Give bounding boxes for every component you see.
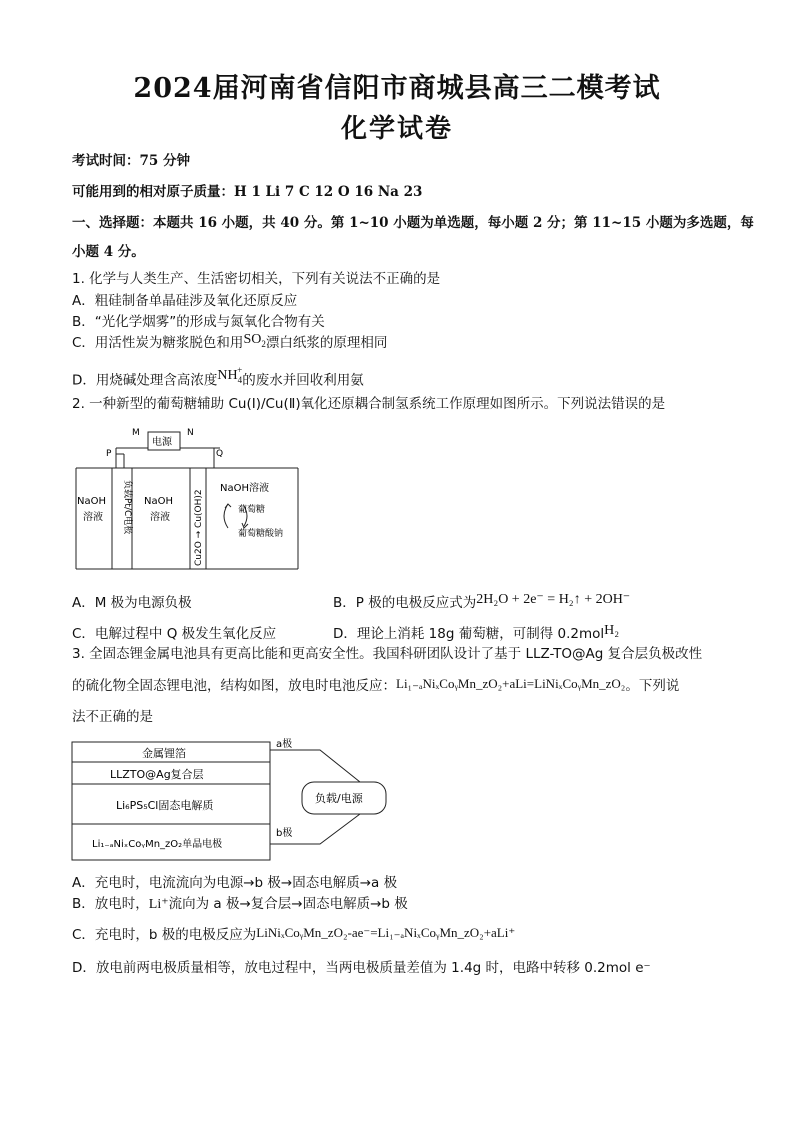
q2-option-d: D．理论上消耗 18g 葡萄糖，可制得 0.2molH₂ — [333, 623, 620, 642]
q2-stem: 2. 一种新型的葡萄糖辅助 Cu(Ⅰ)/Cu(Ⅱ)氧化还原耦合制氢系统工作原理如图所示。下列说法错误的是 — [72, 396, 666, 412]
section-instructions-cont: 小题 4 分。 — [72, 244, 145, 260]
q1-option-d: D．用烧碱处理含高浓度$NH_4^+$的废水并回收利用氨 — [72, 365, 364, 389]
exam-title: 2024届河南省信阳市商城县高三二模考试 — [133, 73, 661, 104]
q3-reaction-formula: Li₁₋ₐNiₓCoᵧMn_zO₂+aLi=LiNiₓCoᵧMn_zO₂ — [396, 676, 626, 691]
copper-electrode-label: Cu2O → Cu(OH)2 — [194, 489, 204, 566]
q3-b-ion: Li⁺ — [148, 897, 169, 912]
exam-subtitle: 化学试卷 — [340, 114, 453, 144]
layer-single-crystal-electrode: Li₁₋ₐNiₓCoᵧMn_zO₂单晶电极 — [92, 839, 223, 850]
q2-option-b: B．P 极的电极反应式为2H₂O + 2e⁻ = H₂↑ + 2OH⁻ — [333, 592, 631, 611]
label-p: P — [106, 449, 112, 459]
q1-option-c — [72, 334, 387, 357]
battery-diagram — [70, 736, 400, 864]
atomic-masses: 可能用到的相对原子质量：H 1 Li 7 C 12 O 16 Na 23 — [72, 184, 423, 200]
layer-lithium-foil: 金属锂箔 — [142, 747, 186, 760]
q3-c-formula: LiNiₓCoᵧMn_zO₂-ae⁻=Li₁₋ₐNiₓCoᵧMn_zO₂+aLi⁺ — [256, 925, 516, 940]
middle-solution-1: NaOH — [144, 496, 173, 507]
q3-stem-3: 法不正确的是 — [72, 709, 153, 725]
label-n: N — [187, 428, 194, 438]
label-m: M — [132, 428, 140, 438]
q1-option-b: B．“光化学烟雾”的形成与氮氧化合物有关 — [72, 314, 325, 330]
layer-solid-electrolyte: Li₆PS₅Cl固态电解质 — [116, 799, 214, 812]
q2-b-formula: 2H₂O + 2e⁻ = H₂↑ + 2OH⁻ — [476, 592, 631, 607]
q1-c-formula: $SO_2$ — [243, 332, 266, 349]
label-b-electrode: b极 — [276, 828, 293, 839]
pt-electrode-label: 负载Pt/C电极 — [122, 480, 132, 535]
q2-option-a: A．M 极为电源负极 — [72, 595, 192, 611]
exam-time: 考试时间：75 分钟 — [72, 153, 190, 169]
middle-solution-2: 溶液 — [150, 512, 170, 523]
label-q: Q — [216, 449, 224, 459]
q3-option-d: D．放电前两电极质量相等，放电过程中，当两电极质量差值为 1.4g 时，电路中转移 0.2mol e⁻ — [72, 960, 651, 976]
q3-option-b: B．放电时，Li⁺流向为 a 极→复合层→固态电解质→b 极 — [72, 896, 408, 912]
left-solution-1: NaOH — [77, 496, 106, 507]
glucose-label: 葡萄糖 — [238, 505, 266, 515]
power-source: 电源 — [152, 437, 172, 448]
section-instructions: 一、选择题：本题共 16 小题，共 40 分。第 1~10 小题为单选题，每小题 2 分；第 11~15 小题为多选题，每 — [72, 215, 754, 231]
electrolysis-diagram — [70, 424, 310, 574]
label-a-electrode: a极 — [276, 739, 293, 750]
q3-stem-2: 的硫化物全固态锂电池，结构如图，放电时电池反应：Li₁₋ₐNiₓCoᵧMn_zO₂+aLi=LiNiₓCoᵧMn_zO₂。下列说 — [72, 676, 680, 694]
right-solution: NaOH溶液 — [220, 483, 269, 494]
q1-option-c-post: 漂白纸浆的原理相同 — [265, 335, 388, 351]
left-solution-2: 溶液 — [83, 512, 103, 523]
gluconate-label: 葡萄糖酸钠 — [238, 529, 284, 539]
q1-stem: 1. 化学与人类生产、生活密切相关，下列有关说法不正确的是 — [72, 271, 441, 287]
q2-option-c: C．电解过程中 Q 极发生氧化反应 — [72, 626, 277, 642]
q3-stem-1: 3. 全固态锂金属电池具有更高比能和更高安全性。我国科研团队设计了基于 LLZ-TO@Ag 复合层负极改性 — [72, 646, 703, 662]
q3-option-a: A．充电时，电流流向为电源→b 极→固态电解质→a 极 — [72, 875, 398, 891]
layer-llzto-ag: LLZTO@Ag复合层 — [110, 768, 204, 781]
q3-option-c: C．充电时，b 极的电极反应为LiNiₓCoᵧMn_zO₂-ae⁻=Li₁₋ₐNiₓCoᵧMn_zO₂+aLi⁺ — [72, 925, 516, 943]
q1-option-a: A．粗硅制备单晶硅涉及氧化还原反应 — [72, 293, 298, 309]
q2-d-formula: H₂ — [604, 623, 620, 638]
load-power-label: 负载/电源 — [315, 792, 363, 805]
q1-option-c-pre: C．用活性炭为糖浆脱色和用 — [72, 335, 244, 351]
q1-d-formula: $NH_4^+$ — [217, 365, 243, 385]
